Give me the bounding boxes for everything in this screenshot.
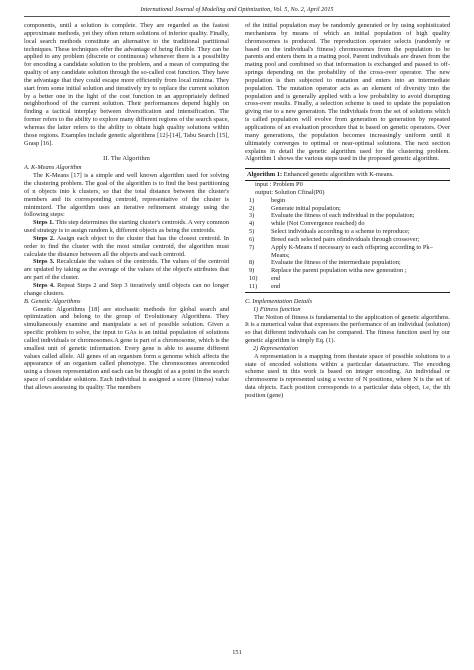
- algorithm-line: [245, 244, 450, 260]
- algorithm-line: [245, 267, 450, 275]
- kmeans-paragraph: The K-Means [17] is a simple and well known algorithm used for solving the clustering problem. The goal of the algorithm is to find the best partitioning of n objects into k clusters, so that the total distance between the cluster's members and its corresponding centroid, representative of the cluster is minimized. The algorithm uses an iterative refinement strategy using the following steps:: [24, 172, 229, 219]
- algorithm-line: [245, 259, 450, 267]
- algorithm-output: output: Solution Cfinal(P0): [255, 188, 325, 196]
- step-4-text: Repeat Steps 2 and Step 3 iteratively until objects can no longer change clusters.: [24, 282, 229, 297]
- algorithm-line-text: end: [271, 275, 281, 283]
- algorithm-line: [245, 275, 450, 283]
- subsection-representation: 2) Representation: [253, 344, 299, 352]
- algorithm-line-number: 2): [249, 204, 255, 212]
- step-4: [24, 282, 229, 298]
- right-column: [245, 22, 450, 400]
- step-2-text: Assign each object to the cluster that has the closest centroid. In order to find the cluster with the most similar centroid, the algorithm must calculate the distance between all the objects and each centroid.: [24, 234, 229, 258]
- algorithm-title: [245, 170, 450, 181]
- algorithm-line-text: begin: [271, 196, 286, 204]
- step-1: [24, 219, 229, 235]
- algorithm-title-text: Enhanced genetic algorithm with K-means.: [283, 171, 394, 179]
- algorithm-line-number: 1): [249, 196, 255, 204]
- step-1-text: This step determines the starting cluster's centroids. A very common used strategy is to assign random k, different objects as being the centroids.: [24, 219, 229, 235]
- algorithm-title-label: Algorithm 1:: [247, 171, 283, 179]
- step-2-label: Steps 2.: [33, 234, 55, 242]
- algorithm-line-text: Evaluate the fitness of the intermediate population;: [271, 259, 401, 267]
- subsection-fitness: 1) Fitness function: [253, 305, 301, 313]
- algorithm-line-number: 6): [249, 235, 255, 243]
- algorithm-line-number: 3): [249, 212, 255, 220]
- algorithm-line: [245, 205, 450, 213]
- population-paragraph: of the initial population may be randomly generated or by using sophisticated mechanisms by means of which an initial population of high quality chromosomes is produced. The reproduction operator selects (randomly or based on the individual's fitness) chromosomes from the population to be parents and enters them in a mating pool. Parent individuals are drawn from the mating pool and combined so that information is exchanged and passed to off-springs depending on the probability of the cross-over operator. The new population is then subjected to mutation and enters into an intermediate population. The mutation operator acts as an element of diversity into the population and is generally applied with a low probability to avoid disrupting cross-over results. Finally, a selection scheme is used to update the population giving rise to a new generation. The individuals from the set of solutions which is called population will evolve from generation to generation by repeated applications of an evaluation procedure that is based on genetic operators. Over many generations, the population becomes increasingly uniform until it ultimately converges to optimal or near-optimal solutions. The next section explains in detail the genetic algorithm used for the clustering problem. Algorithm 1 shows the various steps used in the proposed genetic algorithm.: [245, 22, 450, 163]
- ga-paragraph: Genetic Algorithms [18] are stochastic methods for global search and optimization and belong to the group of Evolutionary Algorithms. They simultaneously examine and manipulate a set of possible solution. Given a specific problem to solve, the input to GAs is an initial population of solutions called individuals or chromosomes.A gene is part of a chromosome, which is the smallest unit of genetic information. Every gene is able to assume different values called allele. All genes of an organism form a genome which affects the appearance of an organism called phenotype. The chromosomes areencoded using a chosen representation and each can be thought of as a point in the search space of candidate solutions. Each individual is assigned a score (fitness) value that allows assessing its quality. The members: [24, 305, 229, 391]
- intro-paragraph: components, until a solution is complete. They are regarded as the fastest approximate methods, yet they often return solutions of inferior quality. Finally, local search methods constitute an alternative to the traditional partitional techniques. These techniques offer the advantage of being flexible. They can be applied to any problem (discrete or continuous) whenever there is a possibility for encoding a candidate solution to the problem, and a mean of computing the quality of any candidate solution through the so-called cost function. They have the advantage that they could escape more efficiently from local minima. They start from some initial solution and iteratively try to replace the current solution by a better one in the light of the cost function in an appropriately defined neighborhood of the current solution. Their performances depend highly on finding a tactical interplay between diversification and intensification. The former refers to the ability to explore many different regions of the search space, whereas the latter refers to the ability to obtain high quality solutions within those regions. Examples include genetic algorithms [12]-[14], Tabu Search [15], Grasp [16].: [24, 22, 229, 147]
- algorithm-line-number: 10): [249, 275, 258, 283]
- algorithm-input: input : Problem P0: [255, 181, 303, 189]
- journal-header: International Journal of Modeling and Optimization, Vol. 5, No. 2, April 2015: [140, 6, 334, 13]
- algorithm-line-text: Evaluate the fitness of each individual in the population;: [271, 212, 415, 220]
- algorithm-line-number: 4): [249, 220, 255, 228]
- representation-paragraph: A representation is a mapping from thestate space of possible solutions to a state of encoded solutions within a particular datastructure. The encoding scheme used in this work is based on integer encoding. An individual or chromosome is represented using a vector of N positions, where N is the set of data objects. Each position corresponds to a particular data object, i.e, the ith position (gene): [245, 352, 450, 399]
- algorithm-lines: [245, 197, 450, 291]
- section-title: II. The Algorithm: [103, 154, 150, 162]
- page-number: 151: [232, 649, 242, 656]
- algorithm-line-number: 9): [249, 267, 255, 275]
- algorithm-line: [245, 220, 450, 228]
- algorithm-line-text: end: [271, 283, 281, 290]
- step-4-label: Steps 4.: [33, 282, 55, 289]
- algorithm-box: [245, 168, 450, 293]
- subsection-ga: B. Genetic Algorithms: [24, 297, 81, 305]
- header-rule: [24, 16, 450, 17]
- subsection-kmeans: A. K-Means Algorithm: [24, 164, 82, 172]
- algorithm-line: [245, 197, 450, 205]
- algorithm-line-text: while (Not Convergence reached) do: [271, 220, 365, 228]
- algorithm-line: [245, 228, 450, 236]
- algorithm-line: [245, 212, 450, 220]
- step-3: [24, 258, 229, 282]
- algorithm-line-number: 8): [249, 259, 255, 267]
- algorithm-line-number: 7): [249, 243, 255, 251]
- algorithm-line-text: Breed each selected pairs ofindividuals through crossover;: [271, 235, 420, 243]
- step-1-label: Steps 1.: [33, 219, 54, 227]
- algorithm-line-text: Select individuals according to a scheme to reproduce;: [271, 228, 410, 236]
- left-column: [24, 22, 229, 392]
- subsection-implementation: C. Implementation Details: [245, 297, 313, 305]
- algorithm-line: [245, 236, 450, 244]
- algorithm-line-number: 11): [249, 283, 258, 290]
- algorithm-line-number: 5): [249, 228, 255, 236]
- step-2: [24, 235, 229, 259]
- step-3-label: Steps 3.: [33, 258, 55, 266]
- step-3-text: Recalculate the values of the centroids. The values of the centroid are updated by taking as the average of the values of the object's attributes that are part of the cluster.: [24, 258, 229, 282]
- algorithm-line-text: Apply K-Means if necessary to each offspring according to Pk–Means;: [271, 243, 433, 259]
- fitness-paragraph: The Notion of fitness is fundamental to the application of genetic algorithms. It is a numerical value that expresses the performance of an individual (solution) so that different individuals can be compared. The fitness function used by our genetic algorithm is simply Eq. (1).: [245, 313, 450, 345]
- algorithm-line-text: Replace the parent population witha new generation ;: [271, 267, 407, 275]
- algorithm-line: [245, 283, 450, 291]
- algorithm-line-text: Generate initial population;: [271, 204, 341, 212]
